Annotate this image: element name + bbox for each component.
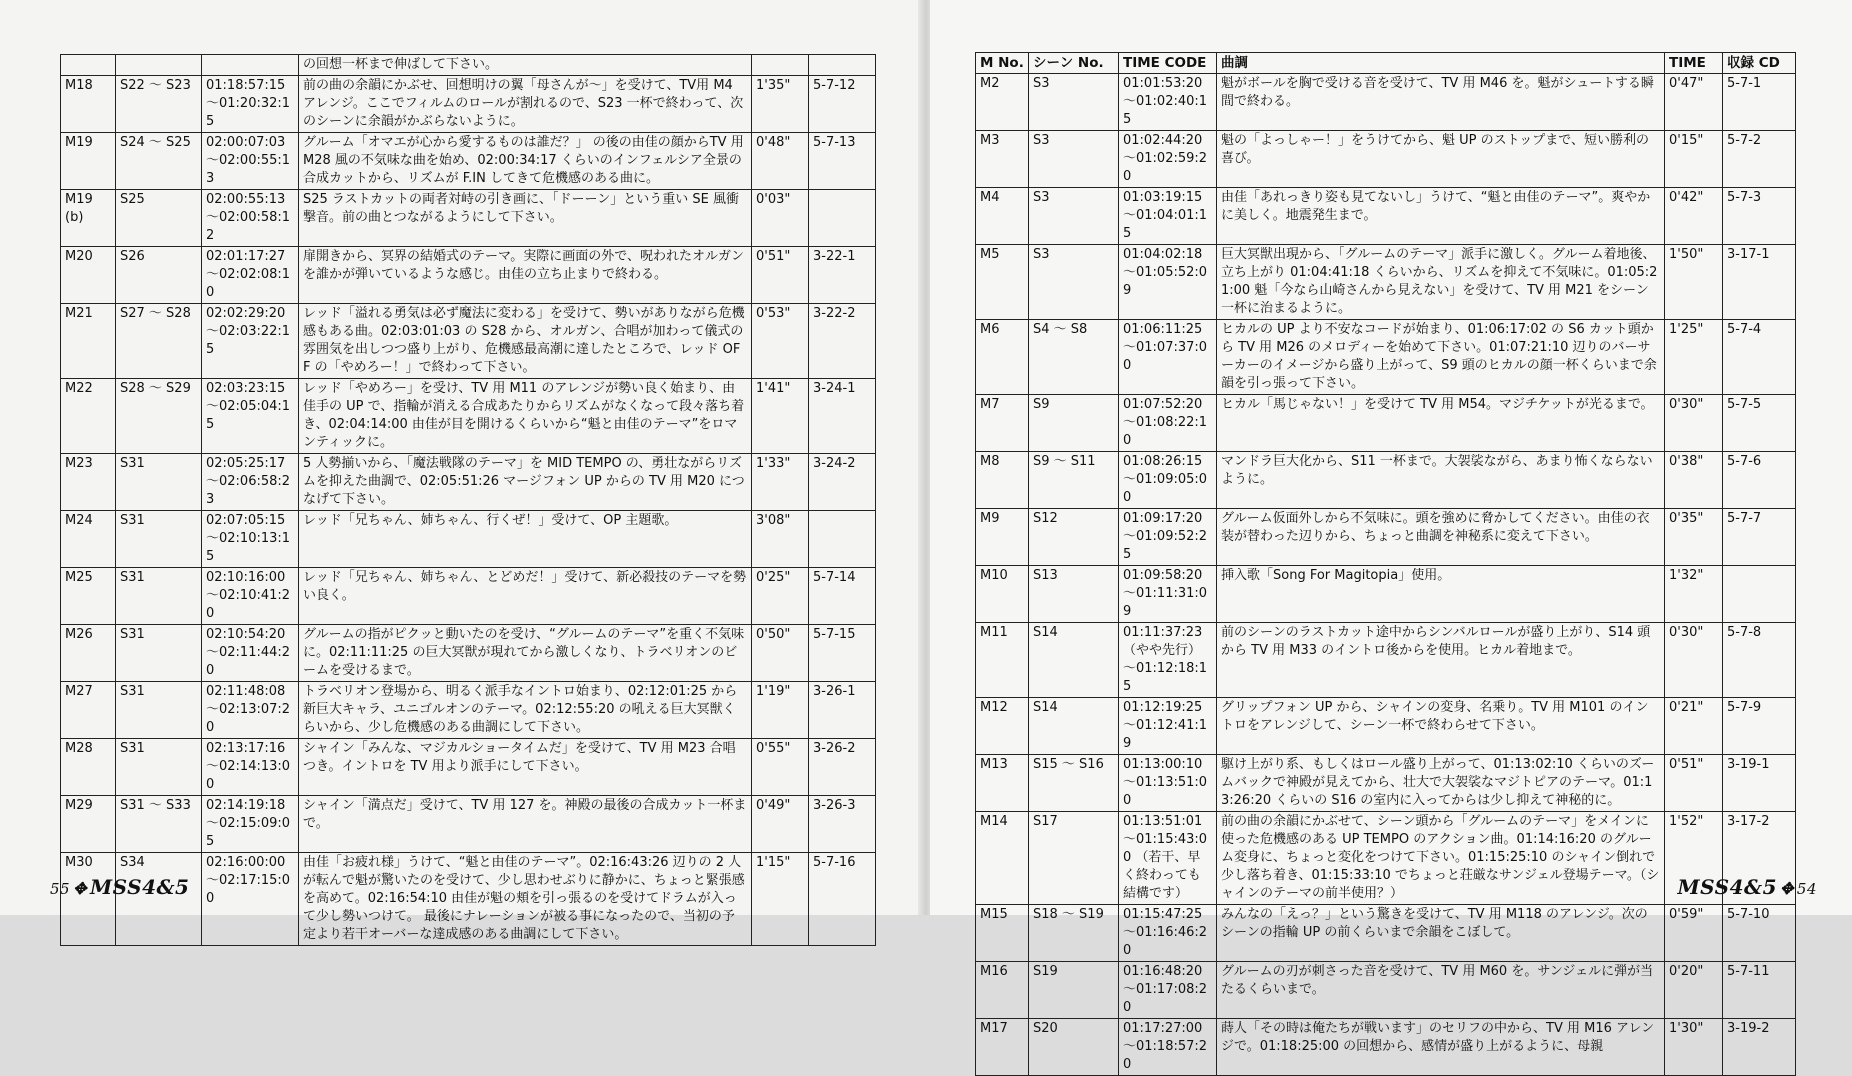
cell-time: 1'32" bbox=[1665, 566, 1723, 623]
cell-no: M24 bbox=[61, 511, 116, 568]
cell-time: 0'59" bbox=[1665, 905, 1723, 962]
cell-scene: S28 ～ S29 bbox=[116, 379, 202, 454]
cell-scene: S19 bbox=[1029, 962, 1119, 1019]
cell-scene: S3 bbox=[1029, 245, 1119, 320]
cell-no: M8 bbox=[976, 452, 1029, 509]
cell-cd: 5-7-3 bbox=[1723, 188, 1796, 245]
cell-no: M26 bbox=[61, 625, 116, 682]
cell-desc: 魁がボールを胸で受ける音を受けて、TV 用 M46 を。魁がシュートする瞬間で終わる。 bbox=[1217, 74, 1665, 131]
cell-desc: 魁の「よっしゃー！」をうけてから、魁 UP のストップまで、短い勝利の喜び。 bbox=[1217, 131, 1665, 188]
cell-desc: 前のシーンのラストカット途中からシンバルロールが盛り上がり、S14 頭から TV 用 M33 のイントロ後からを使用。ヒカル着地まで。 bbox=[1217, 623, 1665, 698]
header-time: TIME bbox=[1665, 53, 1723, 74]
cell-no: M17 bbox=[976, 1019, 1029, 1076]
music-cue-table-left bbox=[60, 54, 876, 946]
cell-desc: グリップフォン UP から、シャインの変身、名乗り。TV 用 M101 のイントロをアレンジして、シーン一杯で終わらせて下さい。 bbox=[1217, 698, 1665, 755]
cell-cd bbox=[809, 190, 876, 247]
cell-no: M7 bbox=[976, 395, 1029, 452]
cell-time-code: 01:09:17:20 ～01:09:52:25 bbox=[1119, 509, 1217, 566]
cell-desc: レッド「兄ちゃん、姉ちゃん、行くぜ！」受けて、OP 主題歌。 bbox=[299, 511, 752, 568]
cell-time-code: 01:09:58:20 ～01:11:31:09 bbox=[1119, 566, 1217, 623]
cell-no: M20 bbox=[61, 247, 116, 304]
cell-cd: 5-7-16 bbox=[809, 853, 876, 946]
cell-scene: S4 ～ S8 bbox=[1029, 320, 1119, 395]
cell-desc: 蒔人「その時は俺たちが戦います」のセリフの中から、TV 用 M16 アレンジで。01:18:25:00 の回想から、感情が盛り上がるように、母親 bbox=[1217, 1019, 1665, 1076]
table-row bbox=[976, 812, 1796, 905]
table-row bbox=[976, 131, 1796, 188]
cell-desc: マンドラ巨大化から、S11 一杯まで。大袈裟ながら、あまり怖くならないように。 bbox=[1217, 452, 1665, 509]
cell-cd: 3-26-3 bbox=[809, 796, 876, 853]
page-folio-left bbox=[50, 875, 189, 899]
cell-scene: S26 bbox=[116, 247, 202, 304]
cell-desc: レッド「溢れる勇気は必ず魔法に変わる」を受けて、勢いがありながら危機感もある曲。02:03:01:03 の S28 から、オルガン、合唱が加わって儀式の雰囲気を出しつつ盛り上がり、危機感最高潮に達したところで、レッド OFF の「やめろー！」で終わって下さい。 bbox=[299, 304, 752, 379]
cell-time-code: 01:06:11:25 ～01:07:37:00 bbox=[1119, 320, 1217, 395]
cell-time: 0'38" bbox=[1665, 452, 1723, 509]
header-scene-no: シーン No. bbox=[1029, 53, 1119, 74]
header-melody: 曲調 bbox=[1217, 53, 1665, 74]
cell-cd: 5-7-8 bbox=[1723, 623, 1796, 698]
cell-no: M5 bbox=[976, 245, 1029, 320]
cell-no: M16 bbox=[976, 962, 1029, 1019]
cell-time: 1'30" bbox=[1665, 1019, 1723, 1076]
cell-time: 0'21" bbox=[1665, 698, 1723, 755]
cell-scene: S15 ～ S16 bbox=[1029, 755, 1119, 812]
cell-scene: S13 bbox=[1029, 566, 1119, 623]
table-row bbox=[976, 320, 1796, 395]
cell-desc: 駆け上がり系、もしくはロール盛り上がって、01:13:02:10 くらいのズームバックで神殿が見えてから、壮大で大袈裟なマジトピアのテーマ。01:13:26:20 くらいの S16 の室内に入ってからは少し抑えて神秘的に。 bbox=[1217, 755, 1665, 812]
cell-time-code: 02:07:05:15 ～02:10:13:15 bbox=[202, 511, 299, 568]
cell-cd: 3-24-2 bbox=[809, 454, 876, 511]
booklet-title: MSS4&5 bbox=[1677, 875, 1777, 899]
cell-no: M6 bbox=[976, 320, 1029, 395]
cell-time-code: 01:17:27:00 ～01:18:57:20 bbox=[1119, 1019, 1217, 1076]
cell-time: 0'48" bbox=[752, 133, 809, 190]
cell-desc: シャイン「満点だ」受けて、TV 用 127 を。神殿の最後の合成カット一杯まで。 bbox=[299, 796, 752, 853]
cell-cd: 3-26-2 bbox=[809, 739, 876, 796]
cell-scene: S25 bbox=[116, 190, 202, 247]
cell-time-code: 02:05:25:17 ～02:06:58:23 bbox=[202, 454, 299, 511]
cell-desc: グルーム仮面外しから不気味に。頭を強めに脅かしてください。由佳の衣装が替わった辺りから、ちょっと曲調を神秘系に変えて下さい。 bbox=[1217, 509, 1665, 566]
cell-time-code: 01:04:02:18 ～01:05:52:09 bbox=[1119, 245, 1217, 320]
cell-scene: S34 bbox=[116, 853, 202, 946]
cell-cd: 5-7-5 bbox=[1723, 395, 1796, 452]
cell-scene: S20 bbox=[1029, 1019, 1119, 1076]
cell-time: 1'50" bbox=[1665, 245, 1723, 320]
header-time-code: TIME CODE bbox=[1119, 53, 1217, 74]
cell-cd: 5-7-1 bbox=[1723, 74, 1796, 131]
cell-time-code: 01:18:57:15 ～01:20:32:15 bbox=[202, 76, 299, 133]
cell-cd: 5-7-4 bbox=[1723, 320, 1796, 395]
cell-scene: S31 bbox=[116, 625, 202, 682]
cell-scene: S31 bbox=[116, 739, 202, 796]
cell-time: 1'25" bbox=[1665, 320, 1723, 395]
table-row bbox=[976, 188, 1796, 245]
page-number: 55 bbox=[50, 880, 71, 898]
cell-no: M13 bbox=[976, 755, 1029, 812]
cell-time: 0'30" bbox=[1665, 395, 1723, 452]
table-row bbox=[61, 190, 876, 247]
page-folio-right bbox=[1678, 875, 1817, 899]
cell-no: M28 bbox=[61, 739, 116, 796]
cell-scene: S31 bbox=[116, 511, 202, 568]
cell-no: M4 bbox=[976, 188, 1029, 245]
cell-time-code: 01:15:47:25 ～01:16:46:20 bbox=[1119, 905, 1217, 962]
cell-time bbox=[752, 55, 809, 76]
cell-time-code: 02:01:17:27 ～02:02:08:10 bbox=[202, 247, 299, 304]
table-row bbox=[61, 739, 876, 796]
cell-scene: S31 bbox=[116, 568, 202, 625]
table-header-row bbox=[976, 53, 1796, 74]
cell-desc: レッド「やめろー」を受け、TV 用 M11 のアレンジが勢い良く始まり、由佳手の UP で、指輪が消える合成あたりからリズムがなくなって段々落ち着き、02:04:14:00 由佳が目を開けるくらいから“魁と由佳のテーマ”をロマンティックに。 bbox=[299, 379, 752, 454]
cell-no: M14 bbox=[976, 812, 1029, 905]
cell-time-code: 01:08:26:15 ～01:09:05:00 bbox=[1119, 452, 1217, 509]
cell-time-code: 02:11:48:08 ～02:13:07:20 bbox=[202, 682, 299, 739]
cell-time: 0'49" bbox=[752, 796, 809, 853]
cell-desc: 前の曲の余韻にかぶせて、シーン頭から「グルームのテーマ」をメインに使った危機感のある UP TEMPO のアクション曲。01:14:16:20 のグルーム変身に、ちょっと変化をつけて下さい。01:15:25:10 のシャイン倒れで少し落ち着き、01:15:33:10 でちょっと荘厳なサンジェル登場テーマ。（シャインのテーマの前半使用？） bbox=[1217, 812, 1665, 905]
cell-no: M3 bbox=[976, 131, 1029, 188]
header-cd: 収録 CD bbox=[1723, 53, 1796, 74]
cell-cd: 3-24-1 bbox=[809, 379, 876, 454]
cell-time-code: 02:10:54:20 ～02:11:44:20 bbox=[202, 625, 299, 682]
cell-no: M19 (b) bbox=[61, 190, 116, 247]
cell-time: 0'20" bbox=[1665, 962, 1723, 1019]
ornament-icon: ✥ bbox=[1780, 879, 1794, 898]
table-row bbox=[976, 698, 1796, 755]
booklet-title: MSS4&5 bbox=[90, 875, 190, 899]
cell-cd: 5-7-13 bbox=[809, 133, 876, 190]
cell-time: 0'15" bbox=[1665, 131, 1723, 188]
cell-time: 1'35" bbox=[752, 76, 809, 133]
cell-time: 0'53" bbox=[752, 304, 809, 379]
cell-scene: S12 bbox=[1029, 509, 1119, 566]
cell-time: 0'30" bbox=[1665, 623, 1723, 698]
table-row bbox=[61, 454, 876, 511]
cell-scene: S31 ～ S33 bbox=[116, 796, 202, 853]
cell-cd: 5-7-15 bbox=[809, 625, 876, 682]
table-row bbox=[61, 853, 876, 946]
cell-scene: S24 ～ S25 bbox=[116, 133, 202, 190]
cell-desc: グルーム「オマエが心から愛するものは誰だ？」 の後の由佳の顔からTV 用 M28 風の不気味な曲を始め、02:00:34:17 くらいのインフェルシア全景の合成カットから、リズムが F.IN してきて危機感のある曲に。 bbox=[299, 133, 752, 190]
cell-time: 0'51" bbox=[1665, 755, 1723, 812]
cell-cd: 3-17-1 bbox=[1723, 245, 1796, 320]
cell-no: M18 bbox=[61, 76, 116, 133]
cell-time: 1'41" bbox=[752, 379, 809, 454]
cell-time-code: 02:00:07:03 ～02:00:55:13 bbox=[202, 133, 299, 190]
cell-time: 0'51" bbox=[752, 247, 809, 304]
cell-time-code: 01:11:37:23 （やや先行） ～01:12:18:15 bbox=[1119, 623, 1217, 698]
cell-time: 0'47" bbox=[1665, 74, 1723, 131]
cell-time: 0'50" bbox=[752, 625, 809, 682]
cell-time-code: 01:13:51:01 ～01:15:43:00 （若干、早く終わっても結構です） bbox=[1119, 812, 1217, 905]
cell-no: M25 bbox=[61, 568, 116, 625]
cell-desc: 前の曲の余韻にかぶせ、回想明けの翼「母さんが～」を受けて、TV用 M4 アレンジ。ここでフィルムのロールが割れるので、S23 一杯で終わって、次のシーンに余韻がかぶらないように。 bbox=[299, 76, 752, 133]
cell-no: M10 bbox=[976, 566, 1029, 623]
cell-no: M27 bbox=[61, 682, 116, 739]
table-row bbox=[976, 1019, 1796, 1076]
cell-time: 1'15" bbox=[752, 853, 809, 946]
music-cue-table-right bbox=[975, 52, 1796, 1076]
table-row bbox=[61, 511, 876, 568]
table-row bbox=[61, 133, 876, 190]
table-row bbox=[61, 76, 876, 133]
cell-time-code: 01:07:52:20 ～01:08:22:10 bbox=[1119, 395, 1217, 452]
cell-time-code: 01:03:19:15 ～01:04:01:15 bbox=[1119, 188, 1217, 245]
cell-time: 0'42" bbox=[1665, 188, 1723, 245]
cell-no: M30 bbox=[61, 853, 116, 946]
cell-no: M12 bbox=[976, 698, 1029, 755]
cell-time-code: 01:02:44:20 ～01:02:59:20 bbox=[1119, 131, 1217, 188]
cell-time: 0'35" bbox=[1665, 509, 1723, 566]
cell-desc: 由佳「お疲れ様」うけて、“魁と由佳のテーマ”。02:16:43:26 辺りの 2 人が転んで魁が驚いたのを受けて、少し思わせぶりに静かに、ちょっと緊張感を高めて。02:16:54:10 由佳が魁の頬を引っ張るのを受けてドラムが入って少し勢いつけて。 最後にナレーションが被る事になったので、当初の予定より若干オーバーな達成感のある曲調にして下さい。 bbox=[299, 853, 752, 946]
cell-no: M11 bbox=[976, 623, 1029, 698]
cell-no: M19 bbox=[61, 133, 116, 190]
cell-desc: トラベリオン登場から、明るく派手なイントロ始まり、02:12:01:25 から新巨大キャラ、ユニゴルオンのテーマ。02:12:55:20 の吼える巨大冥獣くらいから、少し危機感のある曲調にして下さい。 bbox=[299, 682, 752, 739]
cell-cd: 5-7-12 bbox=[809, 76, 876, 133]
table-row bbox=[61, 55, 876, 76]
cell-desc: 扉開きから、冥界の結婚式のテーマ。実際に画面の外で、呪われたオルガンを誰かが弾いているような感じ。由佳の立ち止まりで終わる。 bbox=[299, 247, 752, 304]
cell-cd: 5-7-6 bbox=[1723, 452, 1796, 509]
cell-cd: 5-7-7 bbox=[1723, 509, 1796, 566]
cell-cd bbox=[809, 55, 876, 76]
cell-desc: ヒカルの UP より不安なコードが始まり、01:06:17:02 の S6 カット頭から TV 用 M26 のメロディーを始めて下さい。01:07:21:10 辺りのバーサーカーのイメージから盛り上がって、S9 頭のヒカルの顔一杯くらいまで余韻を引っ張って下さい。 bbox=[1217, 320, 1665, 395]
cell-scene: S9 bbox=[1029, 395, 1119, 452]
cell-cd: 3-19-2 bbox=[1723, 1019, 1796, 1076]
cell-no: M23 bbox=[61, 454, 116, 511]
header-m-no: M No. bbox=[976, 53, 1029, 74]
cell-cd: 3-17-2 bbox=[1723, 812, 1796, 905]
cell-time: 0'55" bbox=[752, 739, 809, 796]
cell-cd bbox=[809, 511, 876, 568]
cell-scene: S14 bbox=[1029, 623, 1119, 698]
cell-desc: S25 ラストカットの両者対峙の引き画に、「ドーーン」という重い SE 風衝撃音。前の曲とつながるようにして下さい。 bbox=[299, 190, 752, 247]
left-page bbox=[0, 0, 922, 942]
cell-no: M15 bbox=[976, 905, 1029, 962]
cell-time: 0'03" bbox=[752, 190, 809, 247]
cell-time-code: 01:13:00:10 ～01:13:51:00 bbox=[1119, 755, 1217, 812]
cell-desc: 5 人勢揃いから、「魔法戦隊のテーマ」を MID TEMPO の、勇壮ながらリズムを抑えた曲調で、02:05:51:26 マージフォン UP からの TV 用 M20 につなげて下さい。 bbox=[299, 454, 752, 511]
cell-desc: グルームの刃が刺さった音を受けて、TV 用 M60 を。サンジェルに弾が当たるくらいまで。 bbox=[1217, 962, 1665, 1019]
cell-cd: 3-19-1 bbox=[1723, 755, 1796, 812]
cell-cd: 3-26-1 bbox=[809, 682, 876, 739]
cell-time-code: 02:10:16:00 ～02:10:41:20 bbox=[202, 568, 299, 625]
cell-scene: S22 ～ S23 bbox=[116, 76, 202, 133]
cell-time-code: 01:01:53:20 ～01:02:40:15 bbox=[1119, 74, 1217, 131]
cell-scene bbox=[116, 55, 202, 76]
cell-scene: S3 bbox=[1029, 74, 1119, 131]
table-row bbox=[976, 962, 1796, 1019]
cell-scene: S31 bbox=[116, 682, 202, 739]
cell-cd: 3-22-1 bbox=[809, 247, 876, 304]
cell-cd: 5-7-14 bbox=[809, 568, 876, 625]
cell-desc: の回想一杯まで伸ばして下さい。 bbox=[299, 55, 752, 76]
cell-time-code: 01:16:48:20 ～01:17:08:20 bbox=[1119, 962, 1217, 1019]
cell-time: 1'19" bbox=[752, 682, 809, 739]
cell-scene: S17 bbox=[1029, 812, 1119, 905]
cell-time: 1'52" bbox=[1665, 812, 1723, 905]
table-row bbox=[976, 905, 1796, 962]
cell-time-code: 02:14:19:18 ～02:15:09:05 bbox=[202, 796, 299, 853]
cell-time: 0'25" bbox=[752, 568, 809, 625]
table-row bbox=[976, 566, 1796, 623]
table-row bbox=[976, 452, 1796, 509]
cell-desc: ヒカル「馬じゃない！」を受けて TV 用 M54。マジチケットが光るまで。 bbox=[1217, 395, 1665, 452]
cell-cd bbox=[1723, 566, 1796, 623]
cell-cd: 5-7-2 bbox=[1723, 131, 1796, 188]
table-row bbox=[61, 796, 876, 853]
page-number: 54 bbox=[1796, 880, 1817, 898]
cell-desc: 巨大冥獣出現から、「グルームのテーマ」派手に激しく。グルーム着地後、立ち上がり 01:04:41:18 くらいから、リズムを抑えて不気味に。01:05:21:00 魁「今なら山崎さんから見えない」を受けて、TV 用 M21 をシーン一杯に治まるように。 bbox=[1217, 245, 1665, 320]
table-row bbox=[976, 395, 1796, 452]
cell-no: M2 bbox=[976, 74, 1029, 131]
table-row bbox=[976, 245, 1796, 320]
table-row bbox=[976, 509, 1796, 566]
cell-time-code: 01:12:19:25 ～01:12:41:19 bbox=[1119, 698, 1217, 755]
cell-scene: S18 ～ S19 bbox=[1029, 905, 1119, 962]
cell-scene: S27 ～ S28 bbox=[116, 304, 202, 379]
cell-time: 3'08" bbox=[752, 511, 809, 568]
table-row bbox=[61, 247, 876, 304]
cell-time: 1'33" bbox=[752, 454, 809, 511]
cell-scene: S31 bbox=[116, 454, 202, 511]
cell-time-code: 02:02:29:20 ～02:03:22:15 bbox=[202, 304, 299, 379]
cell-no: M29 bbox=[61, 796, 116, 853]
ornament-icon: ✥ bbox=[73, 879, 87, 898]
table-row bbox=[61, 379, 876, 454]
cell-time-code: 02:03:23:15 ～02:05:04:15 bbox=[202, 379, 299, 454]
cell-time-code: 02:16:00:00 ～02:17:15:00 bbox=[202, 853, 299, 946]
cell-no: M22 bbox=[61, 379, 116, 454]
cell-time-code: 02:13:17:16 ～02:14:13:00 bbox=[202, 739, 299, 796]
table-row bbox=[61, 625, 876, 682]
cell-scene: S3 bbox=[1029, 188, 1119, 245]
cell-time-code bbox=[202, 55, 299, 76]
cell-time-code: 02:00:55:13 ～02:00:58:12 bbox=[202, 190, 299, 247]
cell-scene: S9 ～ S11 bbox=[1029, 452, 1119, 509]
cell-desc: みんなの「えっ？」という驚きを受けて、TV 用 M118 のアレンジ。次のシーンの指輪 UP の前くらいまで余韻をこぼして。 bbox=[1217, 905, 1665, 962]
table-row bbox=[61, 568, 876, 625]
table-row bbox=[61, 682, 876, 739]
table-row bbox=[976, 623, 1796, 698]
cell-desc: シャイン「みんな、マジカルショータイムだ」を受けて、TV 用 M23 合唱つき。イントロを TV 用より派手にして下さい。 bbox=[299, 739, 752, 796]
cell-no: M9 bbox=[976, 509, 1029, 566]
cell-desc: 由佳「あれっきり姿も見てないし」うけて、“魁と由佳のテーマ”。爽やかに美しく。地震発生まで。 bbox=[1217, 188, 1665, 245]
cell-cd: 5-7-10 bbox=[1723, 905, 1796, 962]
cell-scene: S14 bbox=[1029, 698, 1119, 755]
cell-desc: グルームの指がピクッと動いたのを受け、“グルームのテーマ”を重く不気味に。02:11:11:25 の巨大冥獣が現れてから激しくなり、トラベリオンのビームを受けるまで。 bbox=[299, 625, 752, 682]
cell-scene: S3 bbox=[1029, 131, 1119, 188]
cell-cd: 5-7-9 bbox=[1723, 698, 1796, 755]
table-row bbox=[976, 74, 1796, 131]
cell-desc: 挿入歌「Song For Magitopia」使用。 bbox=[1217, 566, 1665, 623]
cell-cd: 3-22-2 bbox=[809, 304, 876, 379]
table-row bbox=[976, 755, 1796, 812]
cell-no bbox=[61, 55, 116, 76]
cell-no: M21 bbox=[61, 304, 116, 379]
cell-cd: 5-7-11 bbox=[1723, 962, 1796, 1019]
table-row bbox=[61, 304, 876, 379]
cell-desc: レッド「兄ちゃん、姉ちゃん、とどめだ！」受けて、新必殺技のテーマを勢い良く。 bbox=[299, 568, 752, 625]
right-page bbox=[930, 0, 1852, 1072]
